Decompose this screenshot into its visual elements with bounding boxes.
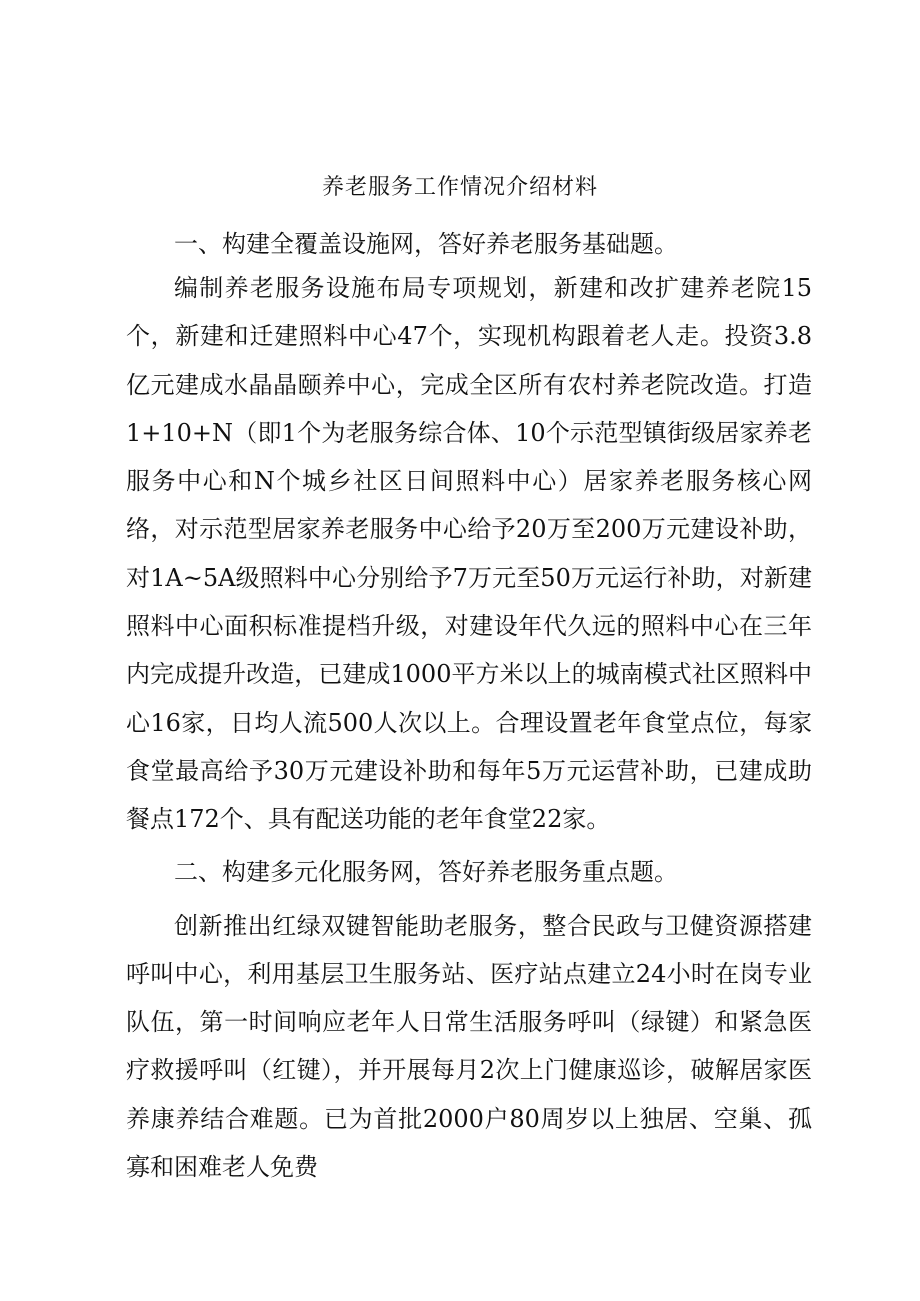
section-paragraph-1: 编制养老服务设施布局专项规划，新建和改扩建养老院15个，新建和迁建照料中心47个，实现机构跟着老人走。投资3.8亿元建成水晶晶颐养中心，完成全区所有农村养老院改造。打造1+10+N（即1个为老服务综合体、10个示范型镇街级居家养老服务中心和N个城乡社区日间照料中心）居家养老服务核心网络，对示范型居家养老服务中心给予20万至200万元建设补助，对1A~5A级照料中心分别给予7万元至50万元运行补助，对新建照料中心面积标准提档升级，对建设年代久远的照料中心在三年内完成提升改造，已建成1000平方米以上的城南模式社区照料中心16家，日均人流500人次以上。合理设置老年食堂点位，每家食堂最高给予30万元建设补助和每年5万元运营补助，已建成助餐点172个、具有配送功能的老年食堂22家。 [126, 274, 812, 834]
section-paragraph-2: 创新推出红绿双键智能助老服务，整合民政与卫健资源搭建呼叫中心，利用基层卫生服务站、医疗站点建立24小时在岗专业队伍，第一时间响应老年人日常生活服务呼叫（绿键）和紧急医疗救援呼叫（红键），并开展每月2次上门健康巡诊，破解居家医养康养结合难题。已为首批2000户80周岁以上独居、空巢、孤寡和困难老人免费 [126, 911, 812, 1182]
document-title: 养老服务工作情况介绍材料 [321, 175, 598, 200]
section-heading-2: 二、构建多元化服务网，答好养老服务重点题。 [174, 857, 678, 886]
document-body [126, 220, 812, 1191]
section-heading-1: 一、构建全覆盖设施网，答好养老服务基础题。 [174, 230, 678, 258]
